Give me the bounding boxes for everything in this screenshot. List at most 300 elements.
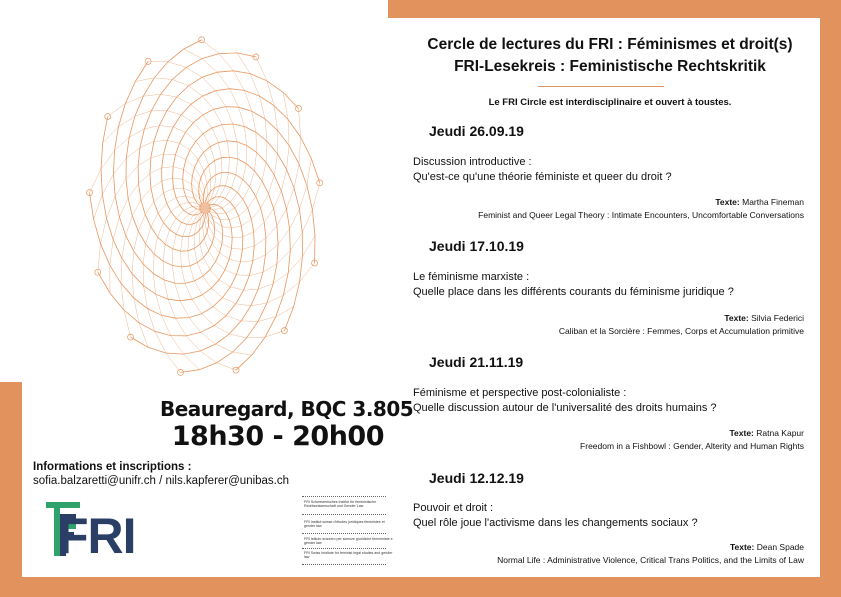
spiral-thread xyxy=(192,184,199,192)
spiral-thread xyxy=(233,124,237,142)
spiral-thread xyxy=(243,187,250,200)
spiral-thread xyxy=(243,232,254,237)
spiral-thread xyxy=(158,203,167,213)
reading-author: Ratna Kapur xyxy=(756,428,804,438)
spiral-thread xyxy=(167,140,179,143)
spiral-thread xyxy=(168,62,186,68)
spiral-thread xyxy=(203,276,212,288)
spiral-illustration xyxy=(85,18,325,398)
spiral-thread xyxy=(222,125,227,141)
texte-label: Texte: xyxy=(729,428,754,438)
spiral-thread xyxy=(114,158,127,174)
spiral-thread xyxy=(166,353,181,372)
spiral-thread xyxy=(236,275,249,276)
spiral-thread xyxy=(243,246,255,249)
spiral-thread xyxy=(176,210,184,218)
contact-heading: Informations et inscriptions : xyxy=(33,461,192,473)
spiral-thread xyxy=(135,111,151,116)
spiral-thread xyxy=(139,323,148,348)
spiral-thread xyxy=(244,90,252,111)
spiral-arm xyxy=(150,71,299,237)
spiral-thread xyxy=(222,227,231,229)
spiral-thread xyxy=(186,132,196,141)
spiral-thread xyxy=(232,237,243,238)
spiral-thread xyxy=(210,178,211,191)
spiral-thread xyxy=(290,232,302,250)
spiral-thread xyxy=(150,168,162,174)
spiral-thread xyxy=(202,314,215,326)
spiral-thread xyxy=(199,231,200,244)
spiral-thread xyxy=(237,179,243,192)
spiral-thread xyxy=(213,307,226,316)
spiral-thread xyxy=(256,132,257,152)
spiral-thread xyxy=(219,280,230,287)
spiral-thread xyxy=(254,238,266,246)
spiral-thread xyxy=(145,202,154,215)
spiral-thread xyxy=(172,266,174,284)
spiral-thread xyxy=(222,202,230,208)
spiral-thread xyxy=(187,215,193,224)
spiral-thread xyxy=(244,289,259,290)
spiral-thread xyxy=(163,244,165,261)
spiral-thread xyxy=(209,251,216,262)
spiral-thread xyxy=(299,137,301,164)
spiral-thread xyxy=(236,159,238,175)
spiral-arm xyxy=(162,89,320,225)
spiral-thread xyxy=(164,189,174,193)
spiral-thread xyxy=(146,227,151,244)
spiral-thread xyxy=(195,168,201,178)
spiral-thread xyxy=(220,172,222,185)
spiral-thread xyxy=(167,111,181,115)
spiral-thread xyxy=(121,258,122,283)
spiral-thread xyxy=(211,288,222,298)
spiral-thread xyxy=(159,126,173,127)
spiral-thread xyxy=(190,150,198,160)
spiral-thread xyxy=(140,142,154,148)
spiral-arm xyxy=(90,193,243,319)
spiral-thread xyxy=(162,178,173,181)
spiral-thread xyxy=(190,266,195,281)
spiral-thread xyxy=(253,255,266,261)
session-reading-title: Feminist and Queer Legal Theory : Intimate Encounters, Uncomfortable Conversations xyxy=(478,210,804,220)
texte-label: Texte: xyxy=(729,542,755,552)
institute-name-fr: FRI Institut suisse d'études juridiques féministes et gender law xyxy=(304,520,385,529)
spiral-thread xyxy=(258,317,276,322)
spiral-thread xyxy=(277,251,290,264)
spiral-thread xyxy=(239,107,245,126)
spiral-thread xyxy=(274,191,282,209)
spiral-thread xyxy=(128,184,138,199)
spiral-arm xyxy=(192,141,291,370)
title-de: FRI-Lesekreis : Feministische Rechtskritik xyxy=(454,58,766,75)
spiral-thread xyxy=(307,158,311,185)
spiral-thread xyxy=(194,248,197,262)
spiral-thread xyxy=(161,94,177,97)
spiral-thread xyxy=(277,209,287,226)
spiral-thread xyxy=(230,287,243,290)
spiral-thread xyxy=(269,175,275,193)
spiral-thread xyxy=(203,96,214,109)
spiral-thread xyxy=(287,188,295,209)
decor-bar-left xyxy=(0,382,22,597)
spiral-thread xyxy=(189,224,193,236)
spiral-thread xyxy=(220,186,225,197)
spiral-thread xyxy=(215,161,216,175)
spiral-arm xyxy=(181,157,279,372)
spiral-thread xyxy=(94,195,103,220)
spiral-thread xyxy=(186,336,200,351)
spiral-thread xyxy=(165,230,170,245)
spiral-thread xyxy=(197,263,203,277)
spiral-thread xyxy=(266,141,267,162)
title-fr: Cercle de lectures du FRI : Féminismes et droit(s) xyxy=(427,36,793,53)
spiral-thread xyxy=(139,174,150,184)
reading-author: Martha Fineman xyxy=(742,197,804,207)
spiral-thread xyxy=(154,237,158,254)
spiral-thread xyxy=(90,169,102,192)
spiral-thread xyxy=(154,78,172,80)
spiral-thread xyxy=(177,97,191,104)
session-reading-title: Freedom in a Fishbowl : Gender, Alterity and Human Rights xyxy=(580,441,804,451)
spiral-thread xyxy=(181,237,183,252)
spiral-thread xyxy=(184,170,193,176)
spiral-thread xyxy=(225,188,231,198)
spiral-thread xyxy=(189,86,203,96)
spiral-thread xyxy=(115,179,126,197)
spiral-thread xyxy=(172,80,188,86)
spiral-thread xyxy=(254,152,256,170)
spiral-thread xyxy=(232,248,243,249)
spiral-thread xyxy=(102,174,113,195)
spiral-thread xyxy=(207,232,212,243)
spiral-thread xyxy=(241,321,258,322)
spiral-thread xyxy=(250,171,255,187)
spiral-thread xyxy=(143,94,160,96)
logo-divider xyxy=(302,514,386,515)
spiral-thread xyxy=(274,106,277,131)
spiral-thread xyxy=(232,175,236,188)
spiral-thread xyxy=(176,318,187,336)
decor-bar-top xyxy=(388,0,841,18)
spiral-thread xyxy=(201,332,216,344)
spiral-thread xyxy=(119,198,128,217)
spiral-thread xyxy=(229,259,240,262)
spiral-thread xyxy=(209,226,215,236)
spiral-thread xyxy=(156,294,162,315)
spiral-thread xyxy=(223,298,236,304)
spiral-thread xyxy=(288,257,302,273)
spiral-arm xyxy=(131,172,266,354)
spiral-arm xyxy=(183,124,303,331)
spiral-thread xyxy=(164,154,176,155)
spiral-thread xyxy=(184,207,193,211)
logo-divider xyxy=(302,564,386,565)
session-topic-heading: Pouvoir et droit : xyxy=(413,502,494,514)
spiral-thread xyxy=(202,295,213,307)
spiral-thread xyxy=(203,134,210,147)
session-reading-title: Caliban et la Sorcière : Femmes, Corps et Accumulation primitive xyxy=(558,326,804,336)
spiral-thread xyxy=(175,283,181,301)
spiral-thread xyxy=(195,281,203,295)
spiral-thread xyxy=(173,127,185,132)
spiral-arm xyxy=(173,107,315,263)
spiral-thread xyxy=(132,274,134,298)
spiral-thread xyxy=(164,280,168,299)
spiral-thread xyxy=(205,220,207,232)
spiral-thread xyxy=(217,72,229,89)
spiral-thread xyxy=(191,104,203,115)
spiral-thread xyxy=(252,111,256,132)
spiral-thread xyxy=(248,196,256,208)
spiral-thread xyxy=(216,262,225,270)
spiral-thread xyxy=(204,239,208,251)
session-date: Jeudi 12.12.19 xyxy=(429,470,524,486)
spiral-thread xyxy=(151,154,164,158)
spiral-thread xyxy=(287,145,289,169)
spiral-thread xyxy=(278,229,290,244)
spiral-thread xyxy=(132,251,134,274)
spiral-thread xyxy=(126,166,138,179)
spiral-thread xyxy=(203,226,205,239)
spiral-tip xyxy=(317,180,323,186)
session-topic-question: Quelle discussion autour de l'universalité des droits humains ? xyxy=(413,402,717,414)
spiral-thread xyxy=(184,49,202,59)
spiral-thread xyxy=(173,234,176,249)
session-topic-question: Qu'est-ce qu'une théorie féministe et queer du droit ? xyxy=(413,171,672,183)
spiral-thread xyxy=(254,222,265,232)
spiral-thread xyxy=(183,188,192,192)
spiral-thread xyxy=(201,178,205,190)
spiral-thread xyxy=(126,148,140,159)
spiral-thread xyxy=(186,67,202,77)
spiral-thread xyxy=(141,188,151,200)
spiral-thread xyxy=(202,77,215,90)
spiral-thread xyxy=(183,354,199,370)
spiral-thread xyxy=(186,160,195,168)
spiral-thread xyxy=(218,198,226,205)
spiral-thread xyxy=(181,267,185,283)
spiral-thread xyxy=(205,190,206,203)
spiral-thread xyxy=(172,249,173,266)
spiral-thread xyxy=(192,176,199,185)
spiral-thread xyxy=(215,175,216,188)
session-date: Jeudi 17.10.19 xyxy=(429,238,524,254)
spiral-thread xyxy=(266,244,279,255)
spiral-thread xyxy=(294,164,299,188)
spiral-thread xyxy=(237,53,250,74)
spiral-thread xyxy=(170,218,176,230)
spiral-thread xyxy=(225,172,228,185)
spiral-thread xyxy=(230,89,239,108)
spiral-thread xyxy=(132,200,141,216)
spiral-thread xyxy=(193,123,203,134)
spiral-thread xyxy=(101,151,115,170)
spiral-core xyxy=(199,202,211,214)
spiral-thread xyxy=(281,170,286,191)
spiral-thread xyxy=(153,254,154,273)
spiral-thread xyxy=(138,215,145,232)
spiral-thread xyxy=(188,237,189,251)
spiral-thread xyxy=(216,91,226,107)
spiral-thread xyxy=(144,126,159,129)
spiral-thread xyxy=(189,209,197,214)
venue-location: Beauregard, BQC 3.805 xyxy=(160,397,414,421)
spiral-thread xyxy=(243,164,246,180)
spiral-thread xyxy=(300,186,307,210)
spiral-thread xyxy=(171,205,180,212)
spiral-thread xyxy=(173,167,183,170)
spiral-thread xyxy=(222,244,232,249)
session-reading xyxy=(715,196,804,209)
logo-divider xyxy=(302,496,386,497)
spiral-thread xyxy=(163,261,164,280)
session-reading xyxy=(729,427,804,440)
texte-label: Texte: xyxy=(724,313,749,323)
spiral-thread xyxy=(233,71,244,91)
spiral-thread xyxy=(219,54,233,71)
spiral-thread xyxy=(302,236,315,257)
spiral-thread xyxy=(212,128,218,143)
session-topic-question: Quelle place dans les différents courants du féminisme juridique ? xyxy=(413,286,734,298)
logo-divider xyxy=(302,533,386,534)
contact-emails[interactable]: sofia.balzaretti@unifr.ch / nils.kapferer@unibas.ch xyxy=(33,475,290,487)
spiral-thread xyxy=(182,214,189,223)
spiral-thread xyxy=(110,240,113,266)
spiral-thread xyxy=(263,264,277,272)
spiral-thread xyxy=(236,304,251,306)
spiral-thread xyxy=(162,315,171,335)
spiral-thread xyxy=(200,244,204,257)
spiral-thread xyxy=(244,127,247,146)
spiral-thread xyxy=(214,236,222,244)
spiral-thread xyxy=(126,216,133,236)
spiral-thread xyxy=(153,274,155,295)
spiral-thread xyxy=(215,228,223,235)
institute-name-en: FRI Swiss Institute for feminist legal studies and gender law xyxy=(304,551,393,560)
spiral-thread xyxy=(176,196,186,198)
spiral-thread xyxy=(203,115,212,128)
spiral-thread xyxy=(223,235,233,238)
decor-bar-bottom xyxy=(0,577,841,597)
spiral-thread xyxy=(176,222,181,234)
spiral-thread xyxy=(173,178,183,179)
spiral-thread xyxy=(181,251,182,267)
spiral-thread xyxy=(183,224,187,236)
spiral-thread xyxy=(251,303,267,306)
spiral-thread xyxy=(265,119,267,141)
spiral-thread xyxy=(168,299,175,318)
spiral-thread xyxy=(239,208,248,216)
spiral-thread xyxy=(154,140,167,141)
spiral-arm xyxy=(98,186,254,336)
spiral-thread xyxy=(251,208,260,219)
institute-name-it: FRI Istituto svizzero per scienze giuridiche femministe e gender law xyxy=(304,537,393,546)
spiral-thread xyxy=(213,208,222,210)
institute-name-de: FRI Schweizerisches Institut für feministische Rechtswissenschaft und Gender Law xyxy=(304,500,377,509)
spiral-thread xyxy=(134,231,139,251)
spiral-thread xyxy=(189,318,201,333)
spiral-thread xyxy=(154,193,164,202)
logo-divider xyxy=(302,548,386,549)
spiral-thread xyxy=(226,316,241,321)
spiral-thread xyxy=(151,181,162,188)
spiral-thread xyxy=(138,158,151,166)
spiral-thread xyxy=(180,202,189,205)
spiral-arm xyxy=(138,53,256,251)
session-reading-title: Normal Life : Administrative Violence, Critical Trans Politics, and the Limits of Law xyxy=(497,555,804,565)
spiral-thread xyxy=(214,326,229,334)
session-date: Jeudi 26.09.19 xyxy=(429,123,524,139)
spiral-thread xyxy=(175,155,186,160)
spiral-thread xyxy=(124,310,131,337)
spiral-thread xyxy=(196,141,204,152)
spiral-thread xyxy=(185,283,192,299)
spiral-thread xyxy=(183,179,192,184)
spiral-thread xyxy=(249,272,263,276)
spiral-thread xyxy=(231,226,241,228)
spiral-thread xyxy=(212,244,219,253)
spiral-thread xyxy=(151,213,158,227)
spiral-thread xyxy=(300,263,315,282)
spiral-thread xyxy=(235,199,243,208)
spiral-thread xyxy=(247,337,266,338)
reading-author: Dean Spade xyxy=(756,542,804,552)
spiral-thread xyxy=(217,213,226,214)
spiral-thread xyxy=(181,115,193,123)
spiral-thread xyxy=(229,157,230,172)
spiral-thread xyxy=(274,154,277,175)
spiral-thread xyxy=(158,223,164,237)
spiral-thread xyxy=(288,119,289,145)
spiral-thread xyxy=(226,208,235,213)
spiral-thread xyxy=(233,352,252,355)
spiral-thread xyxy=(143,244,146,264)
session-reading xyxy=(730,541,804,554)
spiral-thread xyxy=(210,147,214,161)
spiral-thread xyxy=(246,146,247,164)
spiral-thread xyxy=(230,193,237,203)
spiral-thread xyxy=(226,107,233,124)
spiral-thread xyxy=(240,261,252,262)
spiral-thread xyxy=(210,270,219,280)
spiral-thread xyxy=(204,171,207,184)
intro-text: Le FRI Circle est interdisciplinaire et ouvert à toustes. xyxy=(488,97,732,108)
spiral-thread xyxy=(171,336,184,355)
title-divider xyxy=(538,86,664,87)
spiral-thread xyxy=(107,196,116,218)
spiral-thread xyxy=(162,167,173,168)
spiral-thread xyxy=(299,109,301,138)
spiral-thread xyxy=(216,344,233,352)
spiral-thread xyxy=(202,59,217,73)
spiral-thread xyxy=(101,218,107,244)
session-reading xyxy=(724,312,804,325)
spiral-thread xyxy=(200,351,217,363)
spiral-thread xyxy=(98,244,101,273)
texte-label: Texte: xyxy=(715,197,740,207)
spiral-thread xyxy=(229,334,246,338)
session-topic-question: Quel rôle joue l'activisme dans les changements sociaux ? xyxy=(413,517,698,529)
spiral-thread xyxy=(218,143,221,158)
spiral-thread xyxy=(220,253,230,259)
spiral-thread xyxy=(204,152,209,165)
session-topic-heading: Féminisme et perspective post-colonialiste : xyxy=(413,387,627,399)
spiral-thread xyxy=(144,286,148,309)
spiral-thread xyxy=(163,212,171,223)
spiral-thread xyxy=(237,142,238,159)
spiral-thread xyxy=(290,209,300,229)
